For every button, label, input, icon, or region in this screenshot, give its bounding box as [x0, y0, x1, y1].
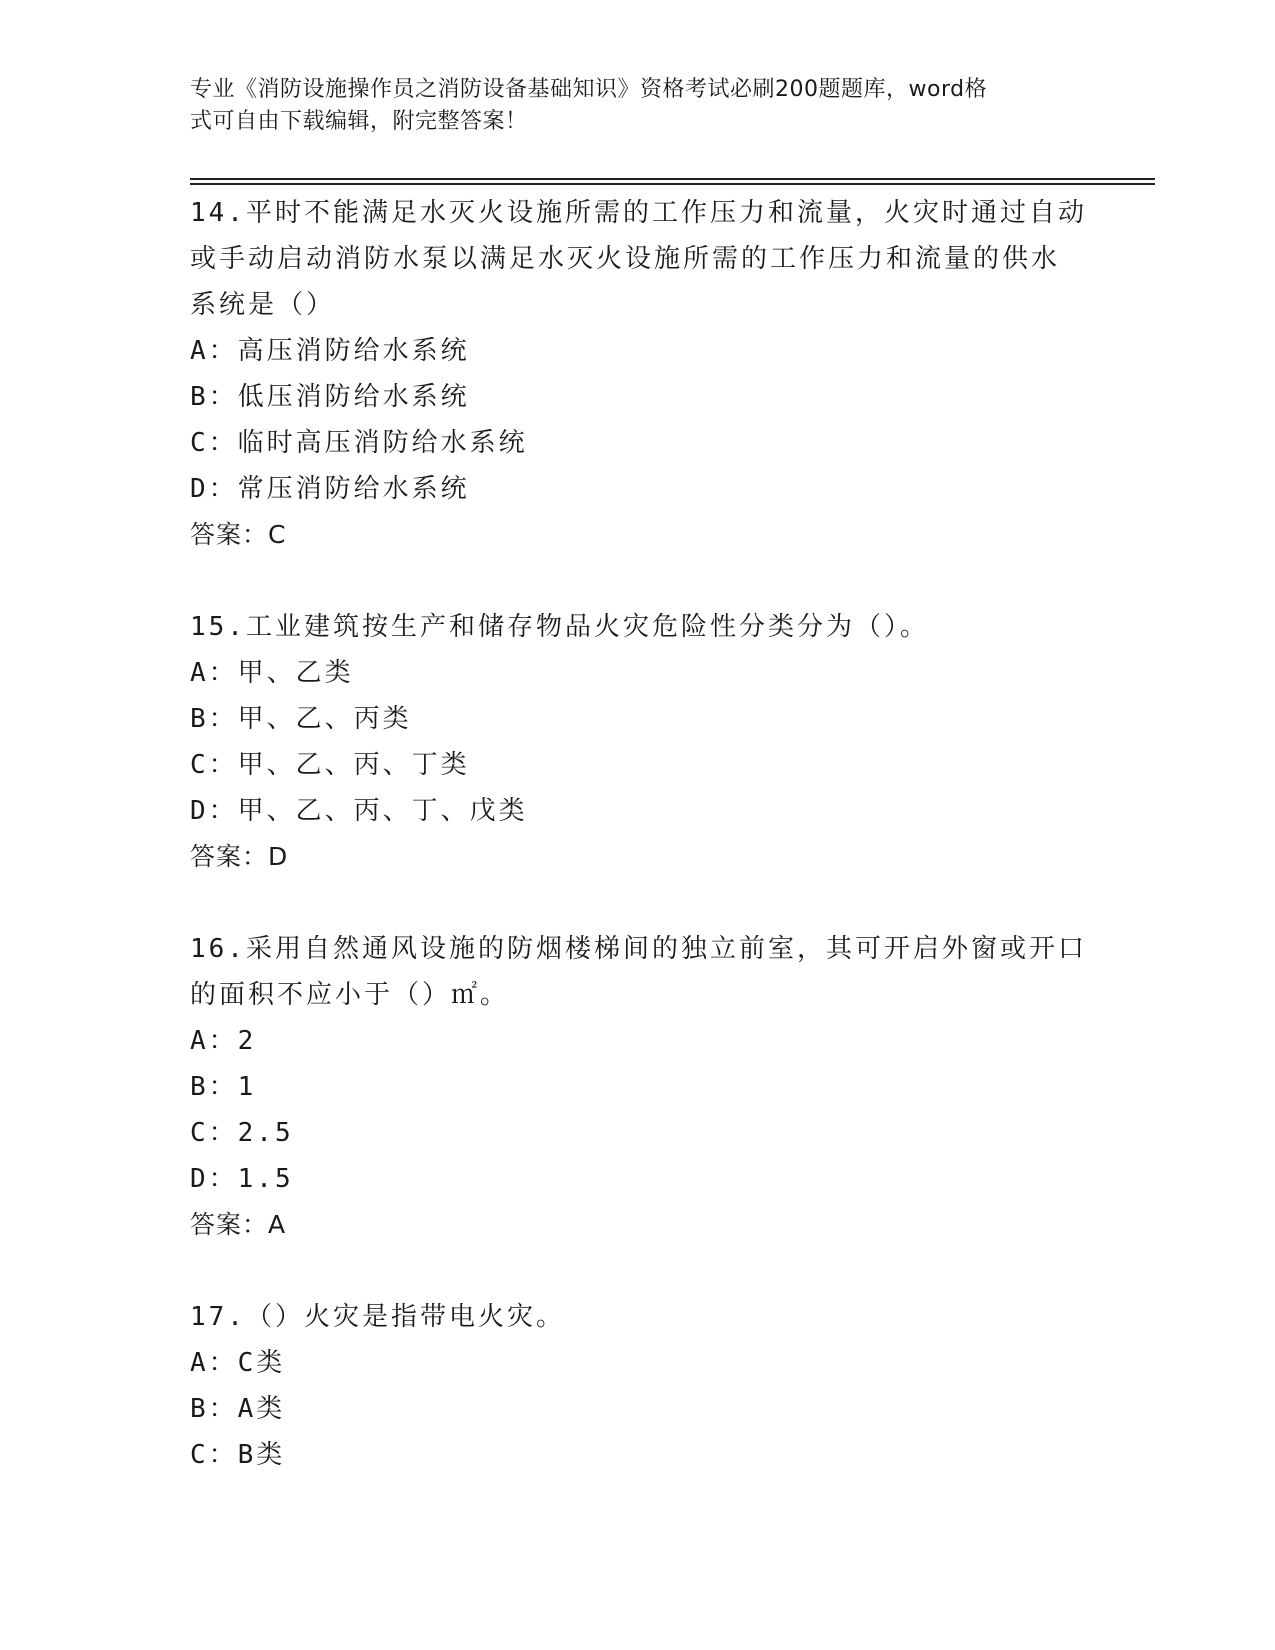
option-b: B：低压消防给水系统: [190, 382, 470, 412]
question-list: [190, 190, 1090, 1478]
option-b: B：甲、乙、丙类: [190, 704, 412, 734]
question-14: [190, 190, 1090, 558]
option-a: A：甲、乙类: [190, 658, 354, 688]
question-16: [190, 926, 1090, 1248]
question-stem-line: 的面积不应小于（）㎡。: [190, 980, 510, 1010]
question-stem-line: 16.采用自然通风设施的防烟楼梯间的独立前室，其可开启外窗或开口: [190, 934, 1087, 964]
question-stem-line: 14.平时不能满足水灭火设施所需的工作压力和流量，火灾时通过自动: [190, 198, 1087, 228]
header-line-1: 专业《消防设施操作员之消防设备基础知识》资格考试必刷200题题库，word格: [190, 77, 988, 102]
option-c: C：2.5: [190, 1118, 294, 1148]
document-header: [190, 74, 1090, 138]
question-15: [190, 604, 1090, 880]
option-c: C：甲、乙、丙、丁类: [190, 750, 470, 780]
header-divider-bottom: [190, 183, 1155, 185]
answer-line: 答案：D: [190, 842, 289, 871]
option-b: B：A类: [190, 1394, 286, 1424]
question-stem-line: 15.工业建筑按生产和储存物品火灾危险性分类分为（）。: [190, 612, 929, 642]
option-b: B：1: [190, 1072, 257, 1102]
option-a: A：高压消防给水系统: [190, 336, 470, 366]
question-17: [190, 1294, 1090, 1478]
question-stem-line: 或手动启动消防水泵以满足水灭火设施所需的工作压力和流量的供水: [190, 244, 1061, 274]
option-a: A：C类: [190, 1348, 286, 1378]
option-d: D：甲、乙、丙、丁、戊类: [190, 796, 528, 826]
answer-line: 答案：A: [190, 1210, 287, 1239]
option-d: D：常压消防给水系统: [190, 474, 470, 504]
option-c: C：临时高压消防给水系统: [190, 428, 528, 458]
header-divider-top: [190, 178, 1155, 180]
option-a: A：2: [190, 1026, 257, 1056]
answer-line: 答案：C: [190, 520, 287, 549]
question-stem-line: 系统是（）: [190, 290, 336, 320]
question-spacer: [190, 558, 1090, 604]
question-stem-line: 17.（）火灾是指带电火灾。: [190, 1302, 565, 1332]
header-line-2: 式可自由下载编辑，附完整答案！: [190, 109, 528, 134]
option-c: C：B类: [190, 1440, 286, 1470]
question-spacer: [190, 1248, 1090, 1294]
question-spacer: [190, 880, 1090, 926]
option-d: D：1.5: [190, 1164, 294, 1194]
